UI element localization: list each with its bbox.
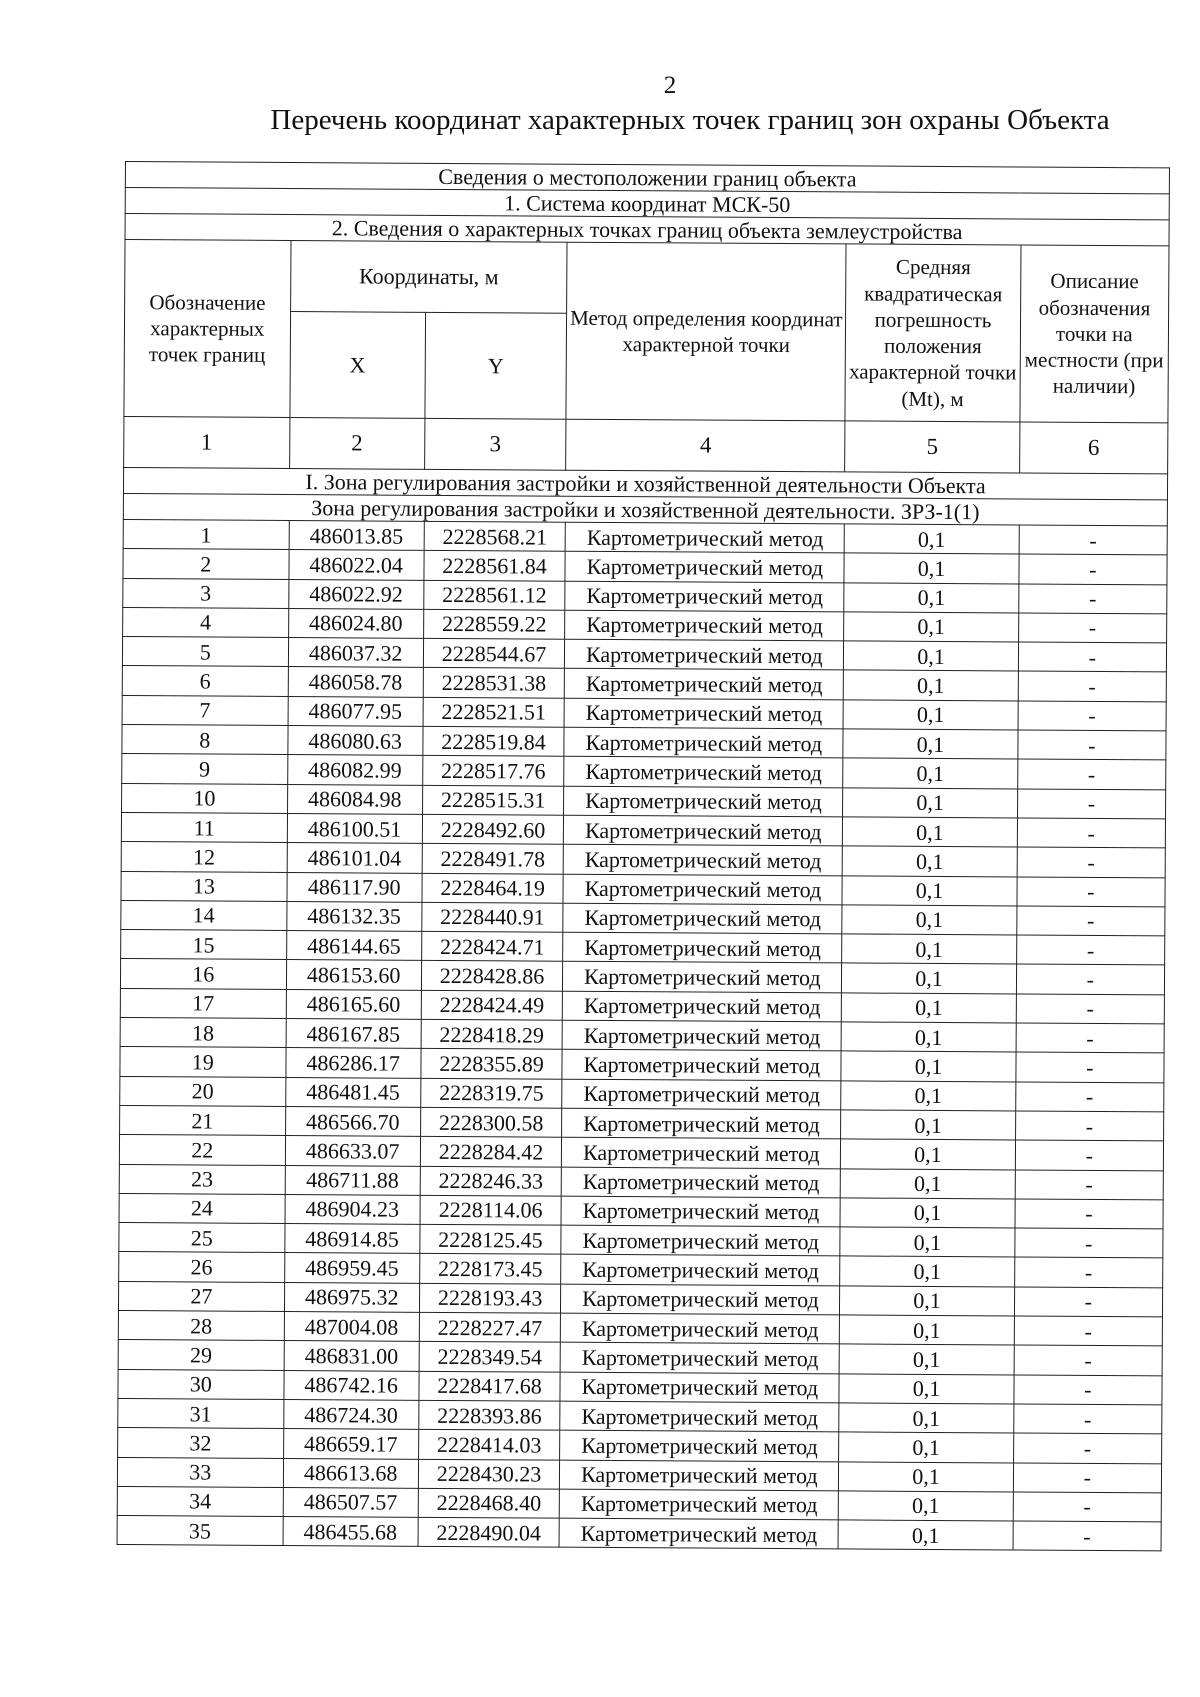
coordinate-x-cell: 486507.57 [283, 1487, 418, 1517]
method-cell: Картометрический метод [560, 1430, 839, 1461]
coordinate-x-cell: 486286.17 [286, 1048, 421, 1078]
description-cell: - [1014, 1316, 1162, 1346]
coordinate-y-cell: 2228114.06 [420, 1195, 562, 1225]
subzone-title: Зона регулирования застройки и хозяйственной деятельности. ЗРЗ-1(1) [123, 493, 1167, 525]
mean-error-cell: 0,1 [843, 817, 1018, 847]
description-cell: - [1013, 1404, 1161, 1434]
mean-error-cell: 0,1 [841, 1110, 1016, 1140]
table-row [117, 1516, 1161, 1552]
coordinate-x-cell: 486831.00 [284, 1341, 419, 1371]
method-cell: Картометрический метод [562, 1079, 841, 1110]
mean-error-cell: 0,1 [842, 993, 1017, 1023]
characteristic-points-heading: 2. Сведения о характерных точках границ объекта землеустройства [125, 214, 1169, 246]
header-mean-error: Средняя квадратическая погрешность положения характерной точки (Mt), м [845, 244, 1020, 422]
coordinate-x-cell: 486914.85 [284, 1224, 419, 1254]
description-cell: - [1018, 613, 1166, 643]
mean-error-cell: 0,1 [841, 1139, 1016, 1169]
zone-title: I. Зона регулирования застройки и хозяйственной деятельности Объекта [123, 467, 1167, 499]
point-id-cell: 26 [119, 1252, 285, 1282]
coordinate-x-cell: 486080.63 [288, 726, 423, 756]
description-cell: - [1017, 789, 1165, 819]
mean-error-cell: 0,1 [843, 729, 1018, 759]
coordinate-y-cell: 2228517.76 [422, 756, 564, 786]
column-number-5: 5 [845, 421, 1020, 473]
coordinate-y-cell: 2228491.78 [422, 844, 564, 874]
point-id-cell: 12 [121, 842, 287, 872]
point-id-cell: 4 [123, 607, 289, 637]
point-id-cell: 34 [117, 1486, 283, 1516]
mean-error-cell: 0,1 [839, 1403, 1014, 1433]
mean-error-cell: 0,1 [839, 1461, 1014, 1491]
coordinate-y-cell: 2228424.71 [421, 931, 563, 961]
mean-error-cell: 0,1 [841, 1168, 1016, 1198]
coordinate-y-cell: 2228414.03 [418, 1430, 560, 1460]
description-cell: - [1016, 906, 1164, 936]
description-cell: - [1018, 671, 1166, 701]
coordinate-y-cell: 2228568.21 [424, 521, 566, 551]
description-cell: - [1015, 1140, 1163, 1170]
mean-error-cell: 0,1 [839, 1344, 1014, 1374]
header-row-top [125, 240, 1169, 317]
point-id-cell: 18 [120, 1018, 286, 1048]
coordinates-table-body [117, 162, 1169, 1552]
coordinate-y-cell: 2228440.91 [422, 902, 564, 932]
mean-error-cell: 0,1 [840, 1286, 1015, 1316]
point-id-cell: 1 [123, 519, 289, 549]
coordinate-x-cell: 486013.85 [289, 521, 424, 551]
method-cell: Картометрический метод [563, 932, 842, 963]
description-cell: - [1017, 818, 1165, 848]
method-cell: Картометрический метод [561, 1196, 840, 1227]
point-id-cell: 31 [118, 1398, 284, 1428]
coordinate-y-cell: 2228300.58 [420, 1107, 562, 1137]
method-cell: Картометрический метод [561, 1255, 840, 1286]
mean-error-cell: 0,1 [844, 670, 1019, 700]
coordinate-y-cell: 2228284.42 [420, 1137, 562, 1167]
coordinate-y-cell: 2228424.49 [421, 990, 563, 1020]
column-number-6: 6 [1019, 422, 1168, 474]
coordinate-y-cell: 2228492.60 [422, 814, 564, 844]
coordinate-x-cell: 486037.32 [288, 638, 423, 668]
description-cell: - [1014, 1257, 1162, 1287]
method-cell: Картометрический метод [565, 610, 844, 641]
mean-error-cell: 0,1 [842, 963, 1017, 993]
header-designation: Обозначение характерных точек границ [124, 240, 291, 418]
coordinate-x-cell: 486022.92 [288, 579, 423, 609]
coordinate-x-cell: 486633.07 [285, 1136, 420, 1166]
point-id-cell: 32 [118, 1428, 284, 1458]
method-cell: Картометрический метод [564, 698, 843, 729]
mean-error-cell: 0,1 [844, 524, 1019, 554]
description-cell: - [1014, 1345, 1162, 1375]
coordinate-y-cell: 2228544.67 [423, 639, 565, 669]
coordinate-y-cell: 2228418.29 [421, 1019, 563, 1049]
coordinate-y-cell: 2228349.54 [419, 1342, 561, 1372]
document-title: Перечень координат характерных точек границ зон охраны Объекта [270, 104, 1110, 136]
mean-error-cell: 0,1 [843, 758, 1018, 788]
mean-error-cell: 0,1 [841, 1081, 1016, 1111]
description-cell: - [1015, 1228, 1163, 1258]
coordinate-x-cell: 487004.08 [284, 1312, 419, 1342]
mean-error-cell: 0,1 [844, 553, 1019, 583]
method-cell: Картометрический метод [563, 874, 842, 905]
description-cell: - [1018, 642, 1166, 672]
description-cell: - [1016, 964, 1164, 994]
method-cell: Картометрический метод [564, 727, 843, 758]
point-id-cell: 7 [122, 695, 288, 725]
point-id-cell: 27 [118, 1281, 284, 1311]
mean-error-cell: 0,1 [842, 905, 1017, 935]
coordinate-y-cell: 2228559.22 [423, 609, 565, 639]
method-cell: Картометрический метод [562, 1167, 841, 1198]
method-cell: Картометрический метод [563, 991, 842, 1022]
method-cell: Картометрический метод [562, 1050, 841, 1081]
description-cell: - [1018, 730, 1166, 760]
method-cell: Картометрический метод [561, 1284, 840, 1315]
description-cell: - [1013, 1521, 1161, 1551]
coordinate-x-cell: 486084.98 [287, 784, 422, 814]
coordinate-y-cell: 2228125.45 [420, 1224, 562, 1254]
method-cell: Картометрический метод [564, 786, 843, 817]
coordinate-x-cell: 486566.70 [285, 1106, 420, 1136]
method-cell: Картометрический метод [559, 1518, 838, 1549]
method-cell: Картометрический метод [565, 581, 844, 612]
point-id-cell: 28 [118, 1310, 284, 1340]
description-cell: - [1018, 584, 1166, 614]
page-number: 2 [663, 72, 677, 99]
coordinate-x-cell: 486481.45 [285, 1077, 420, 1107]
coordinate-y-cell: 2228464.19 [422, 873, 564, 903]
coordinate-x-cell: 486659.17 [283, 1429, 418, 1459]
mean-error-cell: 0,1 [842, 934, 1017, 964]
header-x: X [290, 312, 426, 419]
header-coordinates: Координаты, м [290, 241, 567, 314]
point-id-cell: 13 [121, 871, 287, 901]
point-id-cell: 15 [121, 930, 287, 960]
coordinate-y-cell: 2228561.84 [424, 551, 566, 581]
description-cell: - [1017, 847, 1165, 877]
mean-error-cell: 0,1 [843, 700, 1018, 730]
point-id-cell: 20 [120, 1076, 286, 1106]
mean-error-cell: 0,1 [844, 582, 1019, 612]
description-cell: - [1016, 994, 1164, 1024]
point-id-cell: 9 [122, 754, 288, 784]
coordinate-x-cell: 486742.16 [284, 1370, 419, 1400]
method-cell: Картометрический метод [562, 1137, 841, 1168]
method-cell: Картометрический метод [564, 844, 843, 875]
method-cell: Картометрический метод [560, 1460, 839, 1491]
method-cell: Картометрический метод [563, 962, 842, 993]
coordinate-x-cell: 486022.04 [289, 550, 424, 580]
mean-error-cell: 0,1 [839, 1432, 1014, 1462]
point-id-cell: 19 [120, 1047, 286, 1077]
method-cell: Картометрический метод [561, 1313, 840, 1344]
point-id-cell: 30 [118, 1369, 284, 1399]
description-cell: - [1014, 1375, 1162, 1405]
coordinate-x-cell: 486724.30 [283, 1399, 418, 1429]
mean-error-cell: 0,1 [841, 1022, 1016, 1052]
coordinate-y-cell: 2228355.89 [421, 1049, 563, 1079]
coordinate-x-cell: 486975.32 [284, 1282, 419, 1312]
description-cell: - [1019, 525, 1167, 555]
mean-error-cell: 0,1 [842, 846, 1017, 876]
coordinate-x-cell: 486167.85 [286, 1019, 421, 1049]
description-cell: - [1016, 935, 1164, 965]
coordinate-y-cell: 2228319.75 [420, 1078, 562, 1108]
coordinate-y-cell: 2228393.86 [418, 1400, 560, 1430]
point-id-cell: 8 [122, 725, 288, 755]
method-cell: Картометрический метод [563, 903, 842, 934]
method-cell: Картометрический метод [564, 757, 843, 788]
coordinate-y-cell: 2228430.23 [418, 1459, 560, 1489]
header-y: Y [425, 312, 567, 419]
method-cell: Картометрический метод [565, 669, 844, 700]
method-cell: Картометрический метод [566, 522, 845, 553]
coordinate-x-cell: 486153.60 [286, 960, 421, 990]
mean-error-cell: 0,1 [840, 1227, 1015, 1257]
point-id-cell: 10 [122, 783, 288, 813]
coordinate-x-cell: 486101.04 [287, 843, 422, 873]
coordinate-y-cell: 2228519.84 [423, 726, 565, 756]
coordinate-y-cell: 2228515.31 [422, 785, 564, 815]
coordinate-x-cell: 486711.88 [285, 1165, 420, 1195]
method-cell: Картометрический метод [565, 639, 844, 670]
point-id-cell: 3 [123, 578, 289, 608]
mean-error-cell: 0,1 [840, 1315, 1015, 1345]
coordinate-y-cell: 2228246.33 [420, 1166, 562, 1196]
coordinate-y-cell: 2228173.45 [419, 1254, 561, 1284]
point-id-cell: 33 [117, 1457, 283, 1487]
description-cell: - [1015, 1199, 1163, 1229]
point-id-cell: 14 [121, 900, 287, 930]
description-cell: - [1013, 1492, 1161, 1522]
point-id-cell: 21 [120, 1105, 286, 1135]
method-cell: Картометрический метод [564, 815, 843, 846]
column-number-4: 4 [566, 419, 845, 472]
coordinate-x-cell: 486613.68 [283, 1458, 418, 1488]
point-id-cell: 2 [123, 549, 289, 579]
point-id-cell: 16 [120, 959, 286, 989]
coordinate-x-cell: 486455.68 [283, 1517, 418, 1547]
coordinate-y-cell: 2228417.68 [419, 1371, 561, 1401]
coordinate-x-cell: 486082.99 [287, 755, 422, 785]
point-id-cell: 29 [118, 1340, 284, 1370]
description-cell: - [1015, 1111, 1163, 1141]
description-cell: - [1013, 1433, 1161, 1463]
section-location-heading: Сведения о местоположении границ объекта [125, 162, 1169, 194]
mean-error-cell: 0,1 [838, 1520, 1013, 1550]
column-number-3: 3 [424, 418, 566, 470]
mean-error-cell: 0,1 [840, 1198, 1015, 1228]
method-cell: Картометрический метод [562, 1020, 841, 1051]
coordinate-y-cell: 2228531.38 [423, 668, 565, 698]
mean-error-cell: 0,1 [844, 612, 1019, 642]
method-cell: Картометрический метод [561, 1225, 840, 1256]
column-numbers-row [124, 416, 1168, 473]
mean-error-cell: 0,1 [842, 875, 1017, 905]
coordinate-x-cell: 486058.78 [288, 667, 423, 697]
header-description: Описание обозначения точки на местности (при наличии) [1020, 245, 1169, 423]
coordinate-x-cell: 486100.51 [287, 813, 422, 843]
mean-error-cell: 0,1 [839, 1491, 1014, 1521]
mean-error-cell: 0,1 [843, 788, 1018, 818]
description-cell: - [1016, 1023, 1164, 1053]
description-cell: - [1014, 1287, 1162, 1317]
coordinate-y-cell: 2228428.86 [421, 961, 563, 991]
method-cell: Картометрический метод [565, 551, 844, 582]
column-number-2: 2 [289, 418, 424, 470]
coordinate-x-cell: 486132.35 [286, 901, 421, 931]
description-cell: - [1017, 759, 1165, 789]
header-method: Метод определения координат характерной точки [566, 242, 846, 421]
point-id-cell: 6 [122, 666, 288, 696]
description-cell: - [1016, 1052, 1164, 1082]
coordinate-y-cell: 2228193.43 [419, 1283, 561, 1313]
coordinates-table [117, 161, 1170, 1552]
mean-error-cell: 0,1 [840, 1256, 1015, 1286]
coordinate-system-heading: 1. Система координат МСК-50 [125, 188, 1169, 220]
coordinate-y-cell: 2228227.47 [419, 1312, 561, 1342]
coordinate-x-cell: 486144.65 [286, 931, 421, 961]
description-cell: - [1019, 554, 1167, 584]
point-id-cell: 35 [117, 1516, 283, 1546]
coordinate-x-cell: 486117.90 [287, 872, 422, 902]
method-cell: Картометрический метод [562, 1108, 841, 1139]
coordinate-y-cell: 2228561.12 [424, 580, 566, 610]
mean-error-cell: 0,1 [841, 1051, 1016, 1081]
point-id-cell: 25 [119, 1223, 285, 1253]
method-cell: Картометрический метод [560, 1372, 839, 1403]
coordinate-y-cell: 2228490.04 [418, 1517, 560, 1547]
point-id-cell: 24 [119, 1193, 285, 1223]
point-id-cell: 17 [120, 988, 286, 1018]
coordinate-x-cell: 486904.23 [285, 1194, 420, 1224]
coordinate-x-cell: 486959.45 [284, 1253, 419, 1283]
coordinate-x-cell: 486077.95 [288, 696, 423, 726]
coordinate-y-cell: 2228521.51 [423, 697, 565, 727]
point-id-cell: 23 [119, 1164, 285, 1194]
description-cell: - [1013, 1462, 1161, 1492]
coordinate-x-cell: 486024.80 [288, 608, 423, 638]
method-cell: Картометрический метод [561, 1342, 840, 1373]
description-cell: - [1018, 701, 1166, 731]
description-cell: - [1017, 877, 1165, 907]
description-cell: - [1015, 1169, 1163, 1199]
coordinate-x-cell: 486165.60 [286, 989, 421, 1019]
point-id-cell: 22 [119, 1135, 285, 1165]
point-id-cell: 11 [121, 812, 287, 842]
method-cell: Картометрический метод [560, 1489, 839, 1520]
coordinate-y-cell: 2228468.40 [418, 1488, 560, 1518]
method-cell: Картометрический метод [560, 1401, 839, 1432]
point-id-cell: 5 [122, 637, 288, 667]
column-number-1: 1 [124, 416, 290, 468]
mean-error-cell: 0,1 [844, 641, 1019, 671]
description-cell: - [1015, 1082, 1163, 1112]
mean-error-cell: 0,1 [839, 1373, 1014, 1403]
